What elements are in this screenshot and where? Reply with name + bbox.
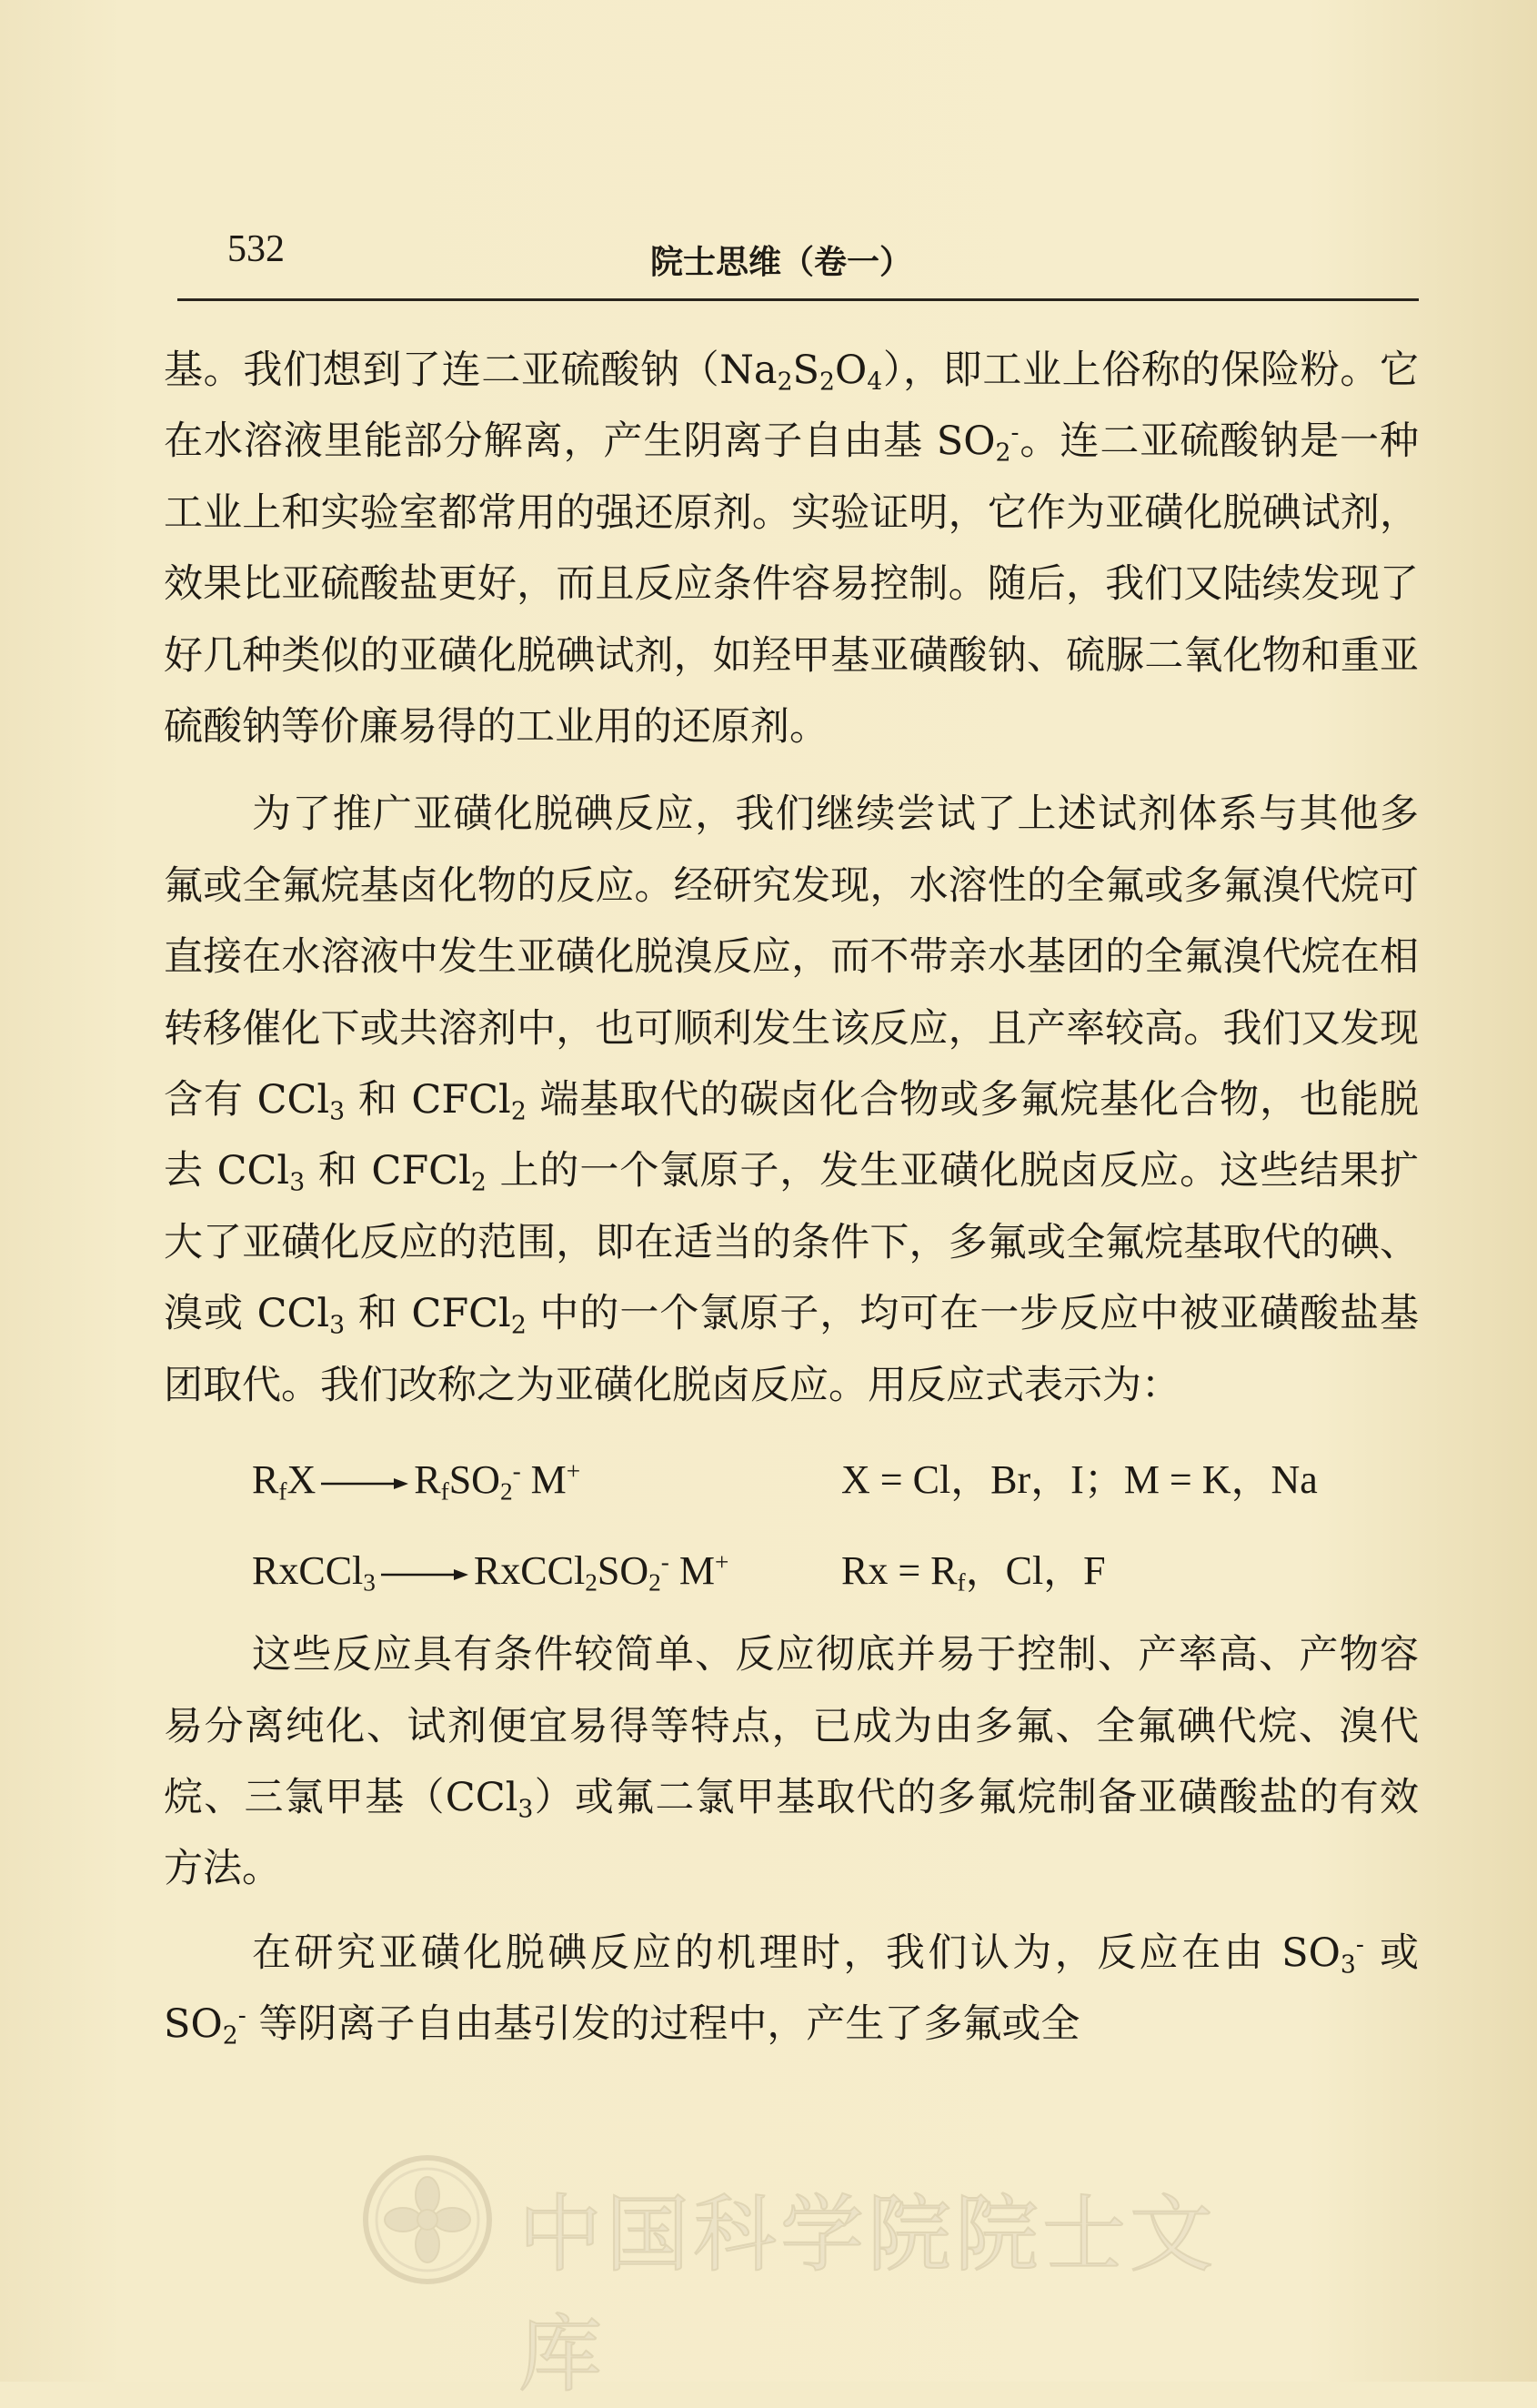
paragraph-4: 在研究亚磺化脱碘反应的机理时，我们认为，反应在由 $SO_3^-$ 或 $SO_2^-$ 等阴离子自由基引发的过程中，产生了多氟或全 — [164, 1929, 1419, 2050]
paragraph-1: 基。我们想到了连二亚硫酸钠$(Na_2S_2O_4)$，即工业上俗称的保险粉。它在水溶液里能部分解离，产生阴离子自由基 $SO_2^-$。连二亚硫酸钠是一种工业上和实验室都常用的强还原剂。实验证明，它作为亚磺化脱碘试剂，效果比亚硫酸盐更好，而且反应条件容易控制。随后，我们又陆续发现了好几种类似的亚磺化脱碘试剂，如羟甲基亚磺酸钠、硫脲二氧化物和重亚硫酸钠等价廉易得的工业用的还原剂。 — [164, 348, 1419, 751]
reaction-equation-2 — [164, 1525, 1419, 1616]
watermark-text: 中国科学院院士文库 — [518, 2186, 1218, 2403]
reaction-equation-1 — [164, 1434, 1419, 1525]
equation-2-formula: RxCCl$_3$ $RxCCl_2SO_2^-$ M+ — [252, 1548, 729, 1597]
page-header — [177, 227, 1419, 301]
paragraph-3: 这些反应具有条件较简单、反应彻底并易于控制、产率高、产物容易分离纯化、试剂便宜易得等特点，已成为由多氟、全氟碘代烷、溴代烷、三氯甲基（CCl$_3$）或氟二氯甲基取代的多氟烷制备亚磺酸盐的有效方法。 — [164, 1632, 1419, 1892]
equation-2-conditions: $Rx = R_f$，Cl，F — [841, 1548, 1106, 1597]
body-text — [164, 335, 1419, 2073]
library-watermark — [359, 2151, 1232, 2403]
equation-1-formula: $R_fX$ $R_fSO_2^-$ M+ — [252, 1457, 581, 1506]
paragraph-2: 为了推广亚磺化脱碘反应，我们继续尝试了上述试剂体系与其他多氟或全氟烷基卤化物的反应。经研究发现，水溶性的全氟或多氟溴代烷可直接在水溶液中发生亚磺化脱溴反应，而不带亲水基团的全氟溴代烷在相转移催化下或共溶剂中，也可顺利发生该反应，且产率较高。我们又发现含有 CCl$_3$ 和 CFCl$_2$ 端基取代的碳卤化合物或多氟烷基化合物，也能脱去 CCl$_3$ 和 CFCl$_2$ 上的一个氯原子，发生亚磺化脱卤反应。这些结果扩大了亚磺化反应的范围，即在适当的条件下，多氟或全氟烷基取代的碘、溴或 CCl$_3$ 和 CFCl$_2$ 中的一个氯原子，均可在一步反应中被亚磺酸盐基团取代。我们改称之为亚磺化脱卤反应。用反应式表示为： — [164, 791, 1419, 1408]
reaction-arrow-icon — [319, 1475, 410, 1493]
equation-1-conditions: X = Cl，Br，I；M = K，Na — [841, 1457, 1318, 1503]
page-number: 532 — [227, 228, 285, 270]
reaction-equations — [164, 1434, 1419, 1616]
cas-emblem-icon — [359, 2151, 496, 2288]
running-title: 院士思维（卷一） — [650, 244, 913, 281]
reaction-arrow-icon — [379, 1566, 470, 1584]
